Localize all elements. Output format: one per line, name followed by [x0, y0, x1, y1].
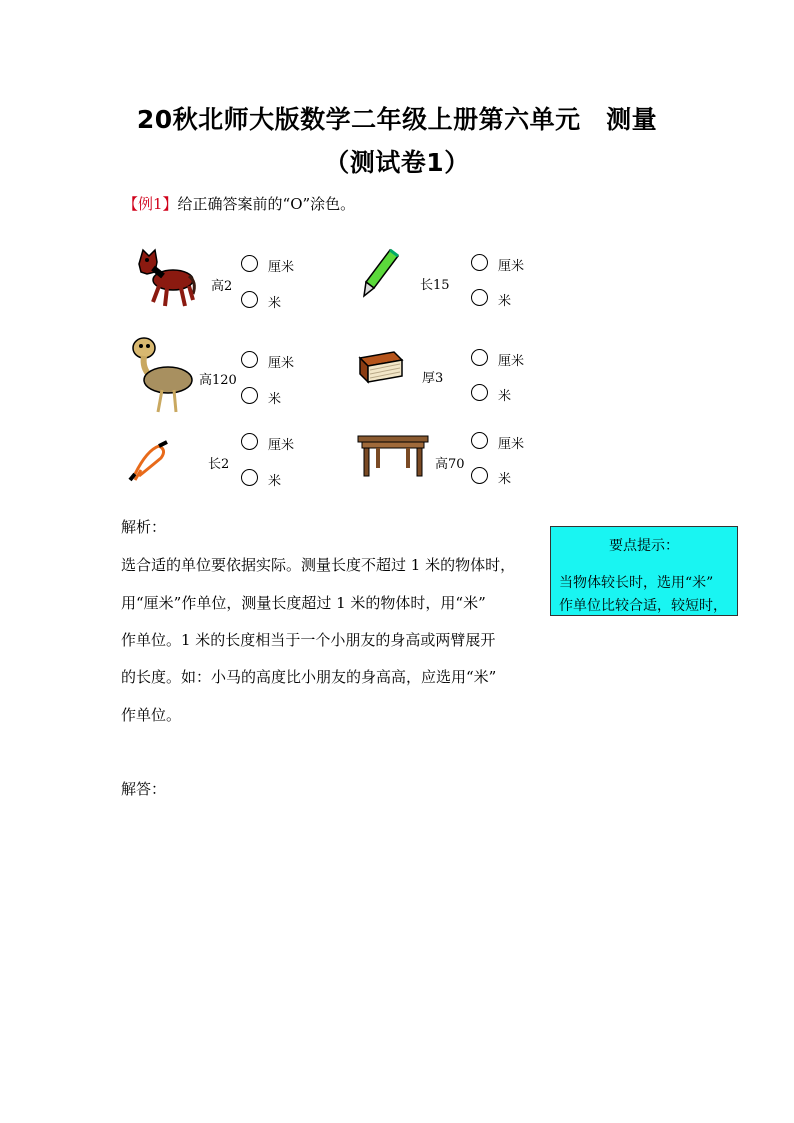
analysis-line: 用“厘米”作单位，测量长度超过 1 米的物体时，用“米”: [121, 594, 486, 612]
item-label: 高120: [199, 373, 237, 388]
unit-label: 厘米: [498, 354, 525, 369]
jump-rope-icon: [127, 440, 173, 482]
item-label: 高70: [435, 457, 465, 472]
item-label: 高2: [211, 279, 233, 294]
horse-icon: [133, 246, 199, 312]
unit-label: 厘米: [498, 437, 525, 452]
tip-line: 作单位比较合适，较短时，: [559, 598, 727, 614]
unit-label: 米: [498, 472, 512, 487]
example-prompt: [123, 193, 355, 214]
analysis-line: 选合适的单位要依据实际。测量长度不超过 1 米的物体时，: [121, 556, 516, 574]
item-label: 长2: [208, 457, 230, 472]
tip-box: [550, 526, 738, 616]
unit-label: 米: [498, 294, 512, 309]
unit-label: 厘米: [498, 259, 525, 274]
answer-option-circle[interactable]: [241, 351, 258, 368]
ostrich-icon: [128, 336, 202, 416]
answer-option-circle[interactable]: [471, 384, 488, 401]
unit-label: 米: [268, 474, 282, 489]
unit-label: 米: [268, 296, 282, 311]
answer-option-circle[interactable]: [241, 387, 258, 404]
answer-option-circle[interactable]: [471, 254, 488, 271]
unit-label: 厘米: [268, 356, 295, 371]
answer-option-circle[interactable]: [471, 289, 488, 306]
analysis-heading: 解析：: [121, 518, 167, 536]
item-label: 长15: [420, 278, 450, 293]
page-subtitle: （测试卷1）: [324, 148, 470, 177]
unit-label: 米: [498, 389, 512, 404]
analysis-line: 作单位。: [121, 706, 182, 724]
tip-title: 要点提示：: [609, 538, 679, 554]
answer-option-circle[interactable]: [471, 432, 488, 449]
table-icon: [356, 434, 430, 478]
item-label: 厚3: [422, 371, 444, 386]
answer-option-circle[interactable]: [471, 349, 488, 366]
page-title: 20秋北师大版数学二年级上册第六单元 测量: [136, 105, 658, 134]
unit-label: 厘米: [268, 260, 295, 275]
unit-label: 厘米: [268, 438, 295, 453]
book-icon: [356, 350, 406, 384]
answer-option-circle[interactable]: [241, 255, 258, 272]
answer-option-circle[interactable]: [471, 467, 488, 484]
example-text: 给正确答案前的“O”涂色。: [177, 195, 356, 213]
analysis-line: 的长度。如：小马的高度比小朋友的身高高，应选用“米”: [121, 668, 497, 686]
unit-label: 米: [268, 392, 282, 407]
answer-option-circle[interactable]: [241, 433, 258, 450]
answer-option-circle[interactable]: [241, 469, 258, 486]
example-tag: 【例1】: [123, 195, 178, 213]
pen-icon: [360, 246, 404, 298]
answer-option-circle[interactable]: [241, 291, 258, 308]
analysis-line: 作单位。1 米的长度相当于一个小朋友的身高或两臂展开: [121, 631, 496, 649]
tip-line: 当物体较长时，选用“米”: [559, 575, 714, 591]
answer-heading: 解答：: [121, 780, 167, 798]
